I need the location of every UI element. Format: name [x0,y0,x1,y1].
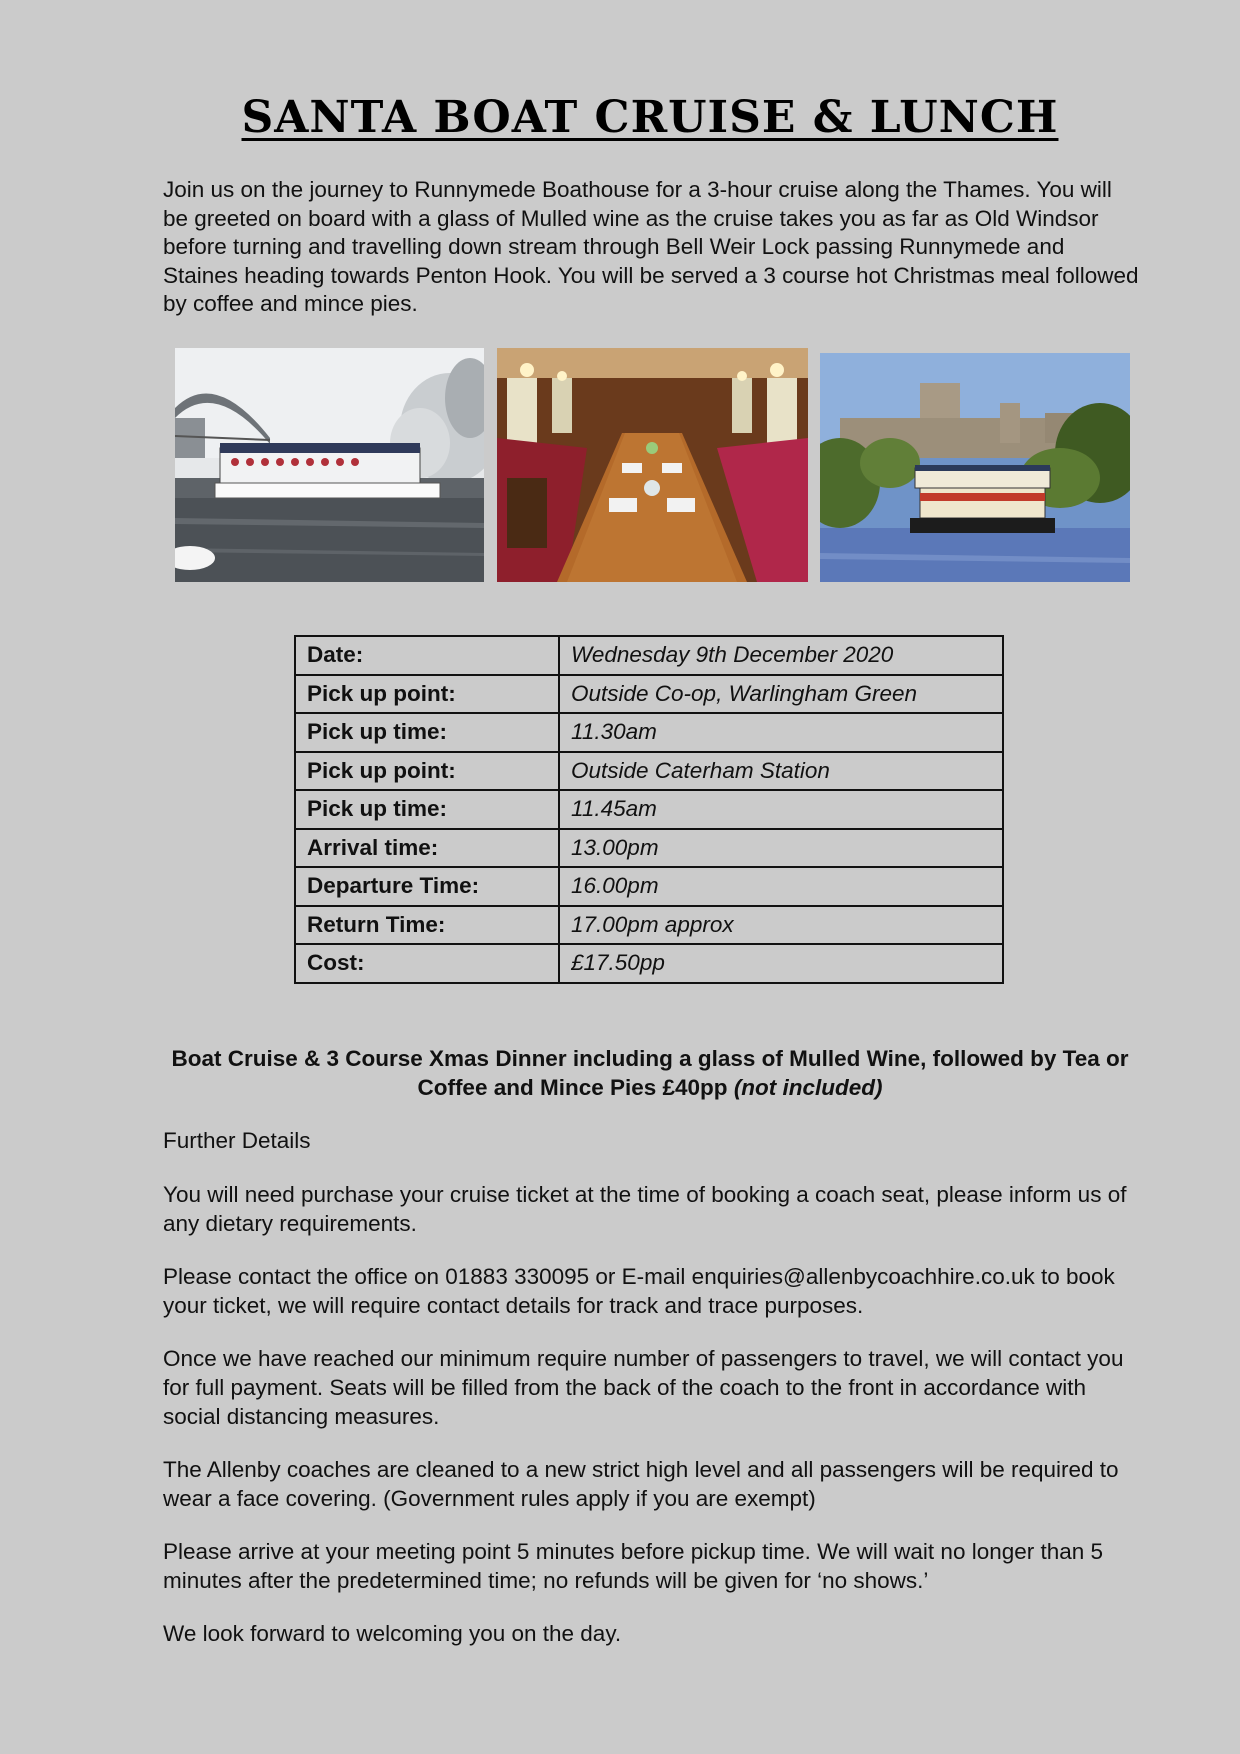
detail-label: Pick up point: [295,752,559,791]
paragraph-payment: Once we have reached our minimum require number of passengers to travel, we will contact you for full payment. Seats will be filled from the back of the coach to the front in accordance with social distancing measures. [163,1346,1124,1429]
detail-value: 16.00pm [559,867,1003,906]
detail-label: Departure Time: [295,867,559,906]
detail-label: Pick up time: [295,790,559,829]
detail-value: Outside Caterham Station [559,752,1003,791]
paragraph-cleaning: The Allenby coaches are cleaned to a new strict high level and all passengers will be required to wear a face covering. (Government rules apply if you are exempt) [163,1457,1119,1511]
offer-text [150,1044,1150,1102]
detail-value: 11.30am [559,713,1003,752]
boat-dining-interior-photo [497,348,808,582]
detail-label: Return Time: [295,906,559,945]
table-row [295,790,1003,829]
detail-label: Pick up time: [295,713,559,752]
windsor-castle-boat-photo [820,353,1130,582]
table-row [295,713,1003,752]
paragraph-contact: Please contact the office on 01883 330095 or E-mail enquiries@allenbycoachhire.co.uk to book your ticket, we will require contact details for track and trace purposes. [163,1264,1115,1318]
offer-note: (not included) [733,1075,883,1100]
detail-value: Wednesday 9th December 2020 [559,636,1003,675]
offer-main: Boat Cruise & 3 Course Xmas Dinner including a glass of Mulled Wine, followed by Tea or Coffee and Mince Pies £40pp [171,1046,1129,1100]
detail-value: 17.00pm approx [559,906,1003,945]
detail-value: Outside Co-op, Warlingham Green [559,675,1003,714]
table-row [295,752,1003,791]
table-row [295,906,1003,945]
detail-label: Arrival time: [295,829,559,868]
snow-river-boat-photo [175,348,484,582]
page-title: SANTA BOAT CRUISE & LUNCH [241,92,1059,143]
detail-label: Cost: [295,944,559,983]
table-row [295,829,1003,868]
detail-label: Pick up point: [295,675,559,714]
detail-value: 13.00pm [559,829,1003,868]
table-row [295,944,1003,983]
table-row [295,675,1003,714]
further-details-heading: Further Details [163,1128,311,1153]
table-row [295,867,1003,906]
table-row [295,636,1003,675]
trip-details-table [294,635,1004,984]
detail-label: Date: [295,636,559,675]
paragraph-arrival: Please arrive at your meeting point 5 minutes before pickup time. We will wait no longer than 5 minutes after the predetermined time; no refunds will be given for ‘no shows.’ [163,1539,1104,1593]
detail-value: 11.45am [559,790,1003,829]
paragraph-booking: You will need purchase your cruise ticket at the time of booking a coach seat, please inform us of any dietary requirements. [163,1182,1127,1236]
intro-paragraph: Join us on the journey to Runnymede Boathouse for a 3-hour cruise along the Thames. You will be greeted on board with a glass of Mulled wine as the cruise takes you as far as Old Windsor before turning and travelling down stream through Bell Weir Lock passing Runnymede and Staines heading towards Penton Hook. You will be served a 3 course hot Christmas meal followed by coffee and mince pies. [163,177,1139,316]
detail-value: £17.50pp [559,944,1003,983]
paragraph-closing: We look forward to welcoming you on the day. [163,1621,622,1646]
